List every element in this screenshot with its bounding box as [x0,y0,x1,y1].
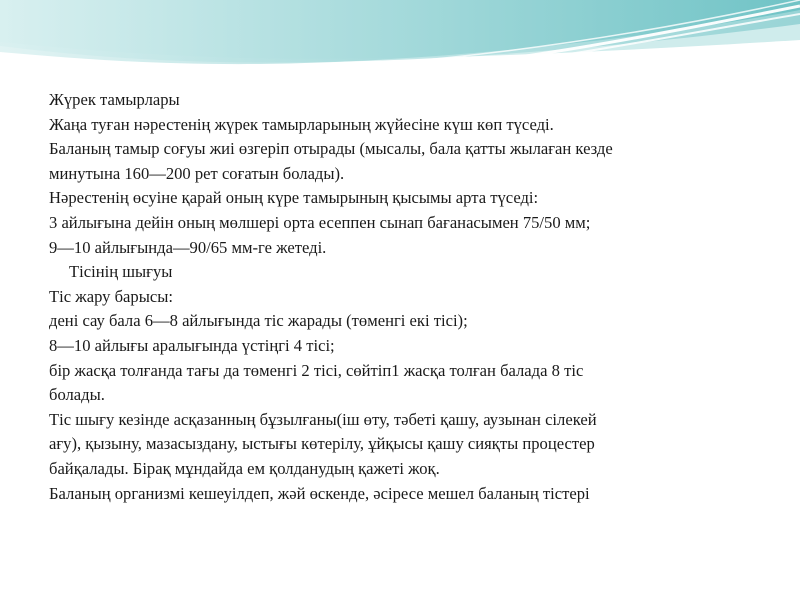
text-line: 3 айлығына дейін оның мөлшері орта есеппен сынап бағанасымен 75/50 мм; [49,212,591,232]
text-line: байқалады. Бірақ мұндайда ем қолданудың қажеті жоқ. [49,458,440,478]
heading-teething: Тісінің шығуы [69,262,173,282]
text-line: Тіс шығу кезінде асқазанның бұзылғаны(іш өту, тәбеті қашу, аузынан сілекей [49,409,597,429]
text-line: Баланың тамыр соғуы жиі өзгеріп отырады (мысалы, бала қатты жылаған кезде [49,139,613,159]
text-line: Тіс жару барысы: [49,286,173,306]
text-line: 8—10 айлығы аралығында үстіңгі 4 тісі; [49,335,335,355]
text-line: болады. [49,385,105,405]
slide-text-body [49,88,769,506]
text-line: дені сау бала 6—8 айлығында тіс жарады (төменгі екі тісі); [49,311,468,331]
text-line: Нәрестенің өсуіне қарай оның күре тамырының қысымы арта түседі: [49,188,539,208]
text-line: бір жасқа толғанда тағы да төменгі 2 тісі, сөйтіп1 жасқа толған балада 8 тіс [49,360,584,380]
text-line: Баланың организмі кешеуілдеп, жәй өскенде, әсіресе мешел баланың тістері [49,483,590,503]
text-line: 9—10 айлығында—90/65 мм-ге жетеді. [49,237,327,257]
decorative-wave-band [0,0,800,90]
text-line: минутына 160—200 рет соғатын болады). [49,163,345,183]
text-line: ағу), қызыну, мазасыздану, ыстығы көтерілу, ұйқысы қашу сияқты процестер [49,434,595,454]
text-line: Жаңа туған нәрестенің жүрек тамырларының жүйесіне күш көп түседі. [49,114,554,134]
heading-heart-vessels: Жүрек тамырлары [49,90,180,109]
